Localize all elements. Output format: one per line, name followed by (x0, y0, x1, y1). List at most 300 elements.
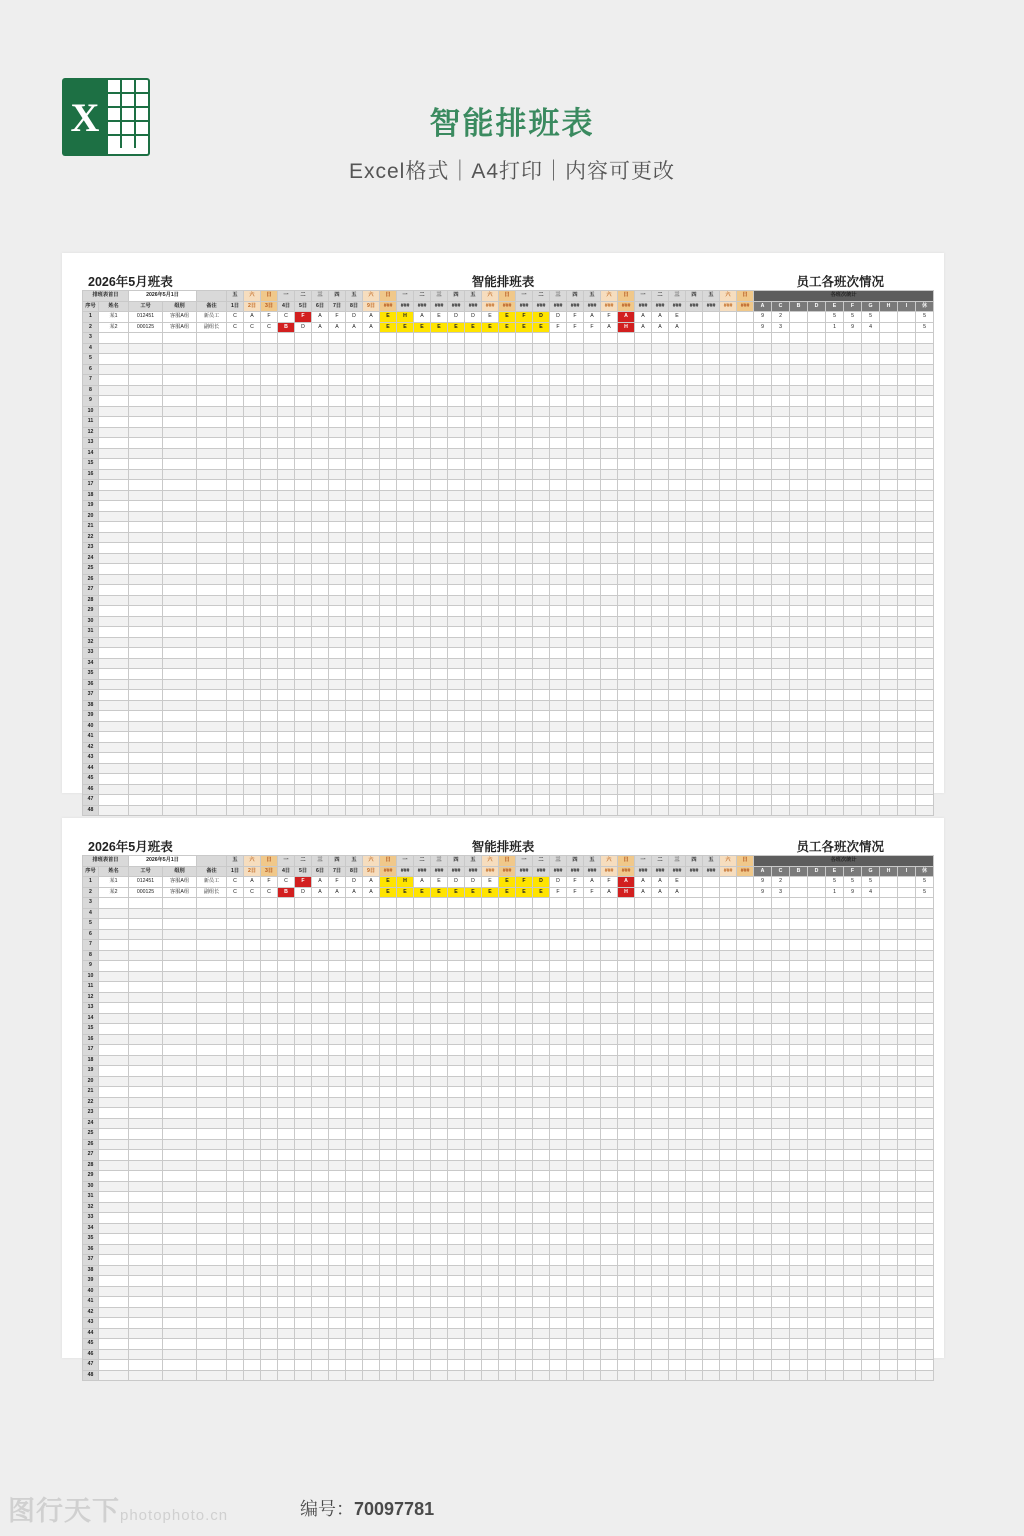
shift-cell[interactable]: E (414, 322, 431, 333)
shift-cell[interactable] (227, 961, 244, 972)
shift-cell[interactable] (499, 1234, 516, 1245)
cell-empty[interactable] (163, 1045, 197, 1056)
shift-cell[interactable] (363, 417, 380, 428)
shift-cell[interactable] (380, 700, 397, 711)
shift-cell[interactable] (380, 732, 397, 743)
shift-cell[interactable] (737, 732, 754, 743)
shift-cell[interactable] (618, 343, 635, 354)
shift-cell[interactable] (720, 898, 737, 909)
shift-cell[interactable]: E (380, 322, 397, 333)
shift-cell[interactable] (414, 732, 431, 743)
shift-cell[interactable] (380, 1223, 397, 1234)
shift-cell[interactable] (295, 992, 312, 1003)
shift-cell[interactable] (584, 627, 601, 638)
shift-cell[interactable] (533, 490, 550, 501)
shift-cell[interactable] (414, 585, 431, 596)
shift-cell[interactable] (533, 375, 550, 386)
shift-cell[interactable] (380, 1213, 397, 1224)
shift-cell[interactable] (499, 1276, 516, 1287)
shift-cell[interactable] (261, 1255, 278, 1266)
shift-cell[interactable] (550, 784, 567, 795)
shift-cell[interactable] (261, 1213, 278, 1224)
shift-cell[interactable] (414, 919, 431, 930)
cell-empty[interactable] (129, 1129, 163, 1140)
shift-cell[interactable] (703, 322, 720, 333)
shift-cell[interactable] (584, 648, 601, 659)
shift-cell[interactable] (397, 532, 414, 543)
cell-empty[interactable] (163, 658, 197, 669)
shift-cell[interactable] (397, 1087, 414, 1098)
shift-cell[interactable] (431, 971, 448, 982)
shift-cell[interactable] (720, 679, 737, 690)
shift-cell[interactable] (550, 1129, 567, 1140)
shift-cell[interactable] (482, 700, 499, 711)
shift-cell[interactable]: F (329, 312, 346, 323)
shift-cell[interactable] (312, 919, 329, 930)
table-row[interactable] (83, 343, 934, 354)
shift-cell[interactable]: D (465, 877, 482, 888)
shift-cell[interactable] (261, 1003, 278, 1014)
shift-cell[interactable] (635, 648, 652, 659)
shift-cell[interactable] (652, 648, 669, 659)
shift-cell[interactable] (635, 1076, 652, 1087)
shift-cell[interactable] (431, 795, 448, 806)
shift-cell[interactable] (278, 1160, 295, 1171)
shift-cell[interactable] (448, 908, 465, 919)
shift-cell[interactable] (703, 375, 720, 386)
shift-cell[interactable] (550, 805, 567, 816)
shift-cell[interactable] (635, 595, 652, 606)
cell-empty[interactable] (197, 417, 227, 428)
shift-cell[interactable] (261, 427, 278, 438)
shift-cell[interactable] (465, 992, 482, 1003)
shift-cell[interactable] (482, 1370, 499, 1381)
shift-cell[interactable] (550, 385, 567, 396)
shift-cell[interactable] (346, 501, 363, 512)
shift-cell[interactable] (329, 1171, 346, 1182)
shift-cell[interactable] (550, 1265, 567, 1276)
shift-cell[interactable] (703, 648, 720, 659)
shift-cell[interactable] (482, 1255, 499, 1266)
shift-cell[interactable] (482, 637, 499, 648)
shift-cell[interactable] (431, 553, 448, 564)
shift-cell[interactable] (397, 364, 414, 375)
shift-cell[interactable] (635, 950, 652, 961)
shift-cell[interactable] (635, 406, 652, 417)
shift-cell[interactable] (550, 774, 567, 785)
shift-cell[interactable] (397, 732, 414, 743)
shift-cell[interactable] (703, 805, 720, 816)
shift-cell[interactable]: F (550, 887, 567, 898)
shift-cell[interactable] (414, 1076, 431, 1087)
shift-cell[interactable] (329, 1087, 346, 1098)
shift-cell[interactable] (686, 585, 703, 596)
shift-cell[interactable] (669, 940, 686, 951)
shift-cell[interactable] (414, 1066, 431, 1077)
shift-cell[interactable] (720, 1055, 737, 1066)
shift-cell[interactable] (567, 669, 584, 680)
table-row[interactable] (83, 417, 934, 428)
shift-cell[interactable] (397, 459, 414, 470)
shift-cell[interactable] (618, 1118, 635, 1129)
shift-cell[interactable] (380, 459, 397, 470)
cell-empty[interactable] (163, 1244, 197, 1255)
shift-cell[interactable]: A (312, 312, 329, 323)
shift-cell[interactable] (329, 1286, 346, 1297)
shift-cell[interactable] (720, 501, 737, 512)
cell-empty[interactable] (99, 1265, 129, 1276)
table-row[interactable] (83, 1265, 934, 1276)
shift-cell[interactable] (737, 690, 754, 701)
cell-empty[interactable] (197, 658, 227, 669)
shift-cell[interactable] (550, 669, 567, 680)
shift-cell[interactable] (448, 553, 465, 564)
shift-cell[interactable] (244, 1328, 261, 1339)
shift-cell[interactable] (431, 669, 448, 680)
shift-cell[interactable]: E (669, 312, 686, 323)
shift-cell[interactable] (448, 1150, 465, 1161)
shift-cell[interactable] (278, 1129, 295, 1140)
shift-cell[interactable] (397, 1265, 414, 1276)
shift-cell[interactable] (720, 637, 737, 648)
shift-cell[interactable] (686, 637, 703, 648)
shift-cell[interactable] (601, 438, 618, 449)
shift-cell[interactable] (635, 1192, 652, 1203)
shift-cell[interactable] (652, 501, 669, 512)
shift-cell[interactable] (567, 333, 584, 344)
shift-cell[interactable] (397, 1276, 414, 1287)
shift-cell[interactable] (414, 971, 431, 982)
shift-cell[interactable] (465, 950, 482, 961)
shift-cell[interactable] (652, 929, 669, 940)
shift-cell[interactable] (448, 1286, 465, 1297)
shift-cell[interactable] (652, 992, 669, 1003)
shift-cell[interactable] (686, 1339, 703, 1350)
shift-cell[interactable] (635, 971, 652, 982)
shift-cell[interactable] (499, 1286, 516, 1297)
shift-cell[interactable] (363, 742, 380, 753)
shift-cell[interactable] (482, 1202, 499, 1213)
cell-empty[interactable] (163, 459, 197, 470)
shift-cell[interactable] (669, 585, 686, 596)
shift-cell[interactable] (397, 427, 414, 438)
shift-cell[interactable] (448, 564, 465, 575)
shift-cell[interactable] (465, 1066, 482, 1077)
shift-cell[interactable] (567, 396, 584, 407)
shift-cell[interactable] (380, 648, 397, 659)
shift-cell[interactable] (737, 459, 754, 470)
shift-cell[interactable] (431, 929, 448, 940)
cell-empty[interactable] (197, 753, 227, 764)
shift-cell[interactable] (652, 961, 669, 972)
shift-cell[interactable] (652, 511, 669, 522)
shift-cell[interactable] (448, 1202, 465, 1213)
shift-cell[interactable] (363, 595, 380, 606)
cell-empty[interactable] (197, 1244, 227, 1255)
shift-cell[interactable] (329, 501, 346, 512)
shift-cell[interactable] (635, 961, 652, 972)
shift-cell[interactable] (227, 1139, 244, 1150)
shift-cell[interactable] (550, 1213, 567, 1224)
shift-cell[interactable] (601, 940, 618, 951)
shift-cell[interactable] (567, 679, 584, 690)
shift-cell[interactable] (465, 940, 482, 951)
shift-cell[interactable] (431, 1066, 448, 1077)
shift-cell[interactable] (550, 1370, 567, 1381)
shift-cell[interactable] (414, 438, 431, 449)
shift-cell[interactable] (601, 721, 618, 732)
shift-cell[interactable] (448, 480, 465, 491)
cell-empty[interactable] (99, 1003, 129, 1014)
shift-cell[interactable] (397, 595, 414, 606)
shift-cell[interactable] (363, 940, 380, 951)
shift-cell[interactable] (567, 564, 584, 575)
shift-cell[interactable] (737, 774, 754, 785)
shift-cell[interactable] (482, 1003, 499, 1014)
shift-cell[interactable] (363, 1328, 380, 1339)
shift-cell[interactable] (567, 1276, 584, 1287)
shift-cell[interactable] (635, 1276, 652, 1287)
shift-cell[interactable] (244, 774, 261, 785)
shift-cell[interactable] (227, 658, 244, 669)
table-row[interactable] (83, 1013, 934, 1024)
shift-cell[interactable] (652, 1076, 669, 1087)
shift-cell[interactable] (448, 385, 465, 396)
shift-cell[interactable] (312, 375, 329, 386)
shift-cell[interactable] (448, 1013, 465, 1024)
shift-cell[interactable] (431, 333, 448, 344)
shift-cell[interactable] (533, 1307, 550, 1318)
shift-cell[interactable] (448, 490, 465, 501)
shift-cell[interactable] (244, 553, 261, 564)
shift-cell[interactable] (244, 396, 261, 407)
shift-cell[interactable] (618, 1150, 635, 1161)
cell-empty[interactable] (99, 364, 129, 375)
shift-cell[interactable] (737, 1223, 754, 1234)
shift-cell[interactable] (414, 396, 431, 407)
shift-cell[interactable] (533, 763, 550, 774)
cell-empty[interactable] (129, 669, 163, 680)
shift-cell[interactable] (380, 1160, 397, 1171)
shift-cell[interactable] (227, 543, 244, 554)
shift-cell[interactable] (482, 753, 499, 764)
shift-cell[interactable] (244, 1297, 261, 1308)
shift-cell[interactable] (669, 679, 686, 690)
shift-cell[interactable] (465, 417, 482, 428)
shift-cell[interactable] (465, 385, 482, 396)
cell-empty[interactable] (129, 490, 163, 501)
cell-empty[interactable] (99, 908, 129, 919)
shift-cell[interactable] (414, 1150, 431, 1161)
shift-cell[interactable] (550, 1234, 567, 1245)
shift-cell[interactable]: F (295, 312, 312, 323)
shift-cell[interactable] (329, 396, 346, 407)
shift-cell[interactable] (431, 606, 448, 617)
shift-cell[interactable] (567, 543, 584, 554)
shift-cell[interactable] (669, 1265, 686, 1276)
cell-empty[interactable] (163, 1160, 197, 1171)
shift-cell[interactable] (295, 459, 312, 470)
shift-cell[interactable] (516, 658, 533, 669)
shift-cell[interactable] (312, 1066, 329, 1077)
shift-cell[interactable] (669, 490, 686, 501)
shift-cell[interactable] (635, 1339, 652, 1350)
cell-empty[interactable] (197, 1024, 227, 1035)
shift-cell[interactable] (635, 1360, 652, 1371)
shift-cell[interactable] (448, 343, 465, 354)
shift-cell[interactable]: D (295, 322, 312, 333)
shift-cell[interactable] (669, 469, 686, 480)
shift-cell[interactable] (737, 1129, 754, 1140)
cell-empty[interactable] (197, 763, 227, 774)
shift-cell[interactable] (720, 971, 737, 982)
shift-cell[interactable] (380, 1003, 397, 1014)
shift-cell[interactable] (363, 343, 380, 354)
shift-cell[interactable] (312, 469, 329, 480)
shift-cell[interactable] (227, 742, 244, 753)
shift-cell[interactable] (601, 1013, 618, 1024)
shift-cell[interactable] (482, 1024, 499, 1035)
cell-name[interactable]: 某1 (99, 312, 129, 323)
cell-empty[interactable] (163, 469, 197, 480)
shift-cell[interactable] (584, 333, 601, 344)
shift-cell[interactable] (533, 627, 550, 638)
shift-cell[interactable] (295, 1087, 312, 1098)
shift-cell[interactable] (482, 1171, 499, 1182)
shift-cell[interactable] (346, 711, 363, 722)
table-row[interactable] (83, 690, 934, 701)
shift-cell[interactable] (363, 1360, 380, 1371)
cell-empty[interactable] (129, 1339, 163, 1350)
shift-cell[interactable] (618, 1349, 635, 1360)
shift-cell[interactable] (652, 595, 669, 606)
shift-cell[interactable] (397, 805, 414, 816)
shift-cell[interactable] (652, 1255, 669, 1266)
shift-cell[interactable] (601, 1360, 618, 1371)
shift-cell[interactable] (465, 1223, 482, 1234)
shift-cell[interactable] (380, 1265, 397, 1276)
shift-cell[interactable] (720, 1234, 737, 1245)
shift-cell[interactable] (584, 406, 601, 417)
shift-cell[interactable] (703, 1076, 720, 1087)
shift-cell[interactable] (329, 1339, 346, 1350)
shift-cell[interactable] (414, 406, 431, 417)
shift-cell[interactable] (601, 501, 618, 512)
cell-empty[interactable] (163, 427, 197, 438)
shift-cell[interactable] (295, 627, 312, 638)
shift-cell[interactable] (431, 1055, 448, 1066)
shift-cell[interactable] (652, 490, 669, 501)
shift-cell[interactable] (465, 774, 482, 785)
cell-empty[interactable] (99, 333, 129, 344)
shift-cell[interactable] (431, 700, 448, 711)
shift-cell[interactable] (533, 606, 550, 617)
shift-cell[interactable] (669, 606, 686, 617)
shift-cell[interactable] (380, 1286, 397, 1297)
shift-cell[interactable] (737, 1013, 754, 1024)
shift-cell[interactable] (244, 679, 261, 690)
shift-cell[interactable] (465, 427, 482, 438)
shift-cell[interactable] (261, 385, 278, 396)
shift-cell[interactable] (261, 1160, 278, 1171)
shift-cell[interactable] (431, 1118, 448, 1129)
shift-cell[interactable]: F (601, 312, 618, 323)
shift-cell[interactable] (465, 564, 482, 575)
shift-cell[interactable] (618, 1139, 635, 1150)
shift-cell[interactable] (567, 1118, 584, 1129)
shift-cell[interactable] (465, 1339, 482, 1350)
shift-cell[interactable] (533, 564, 550, 575)
shift-cell[interactable] (397, 1202, 414, 1213)
shift-cell[interactable] (499, 396, 516, 407)
cell-empty[interactable] (197, 627, 227, 638)
shift-cell[interactable] (227, 1150, 244, 1161)
cell-empty[interactable] (99, 1255, 129, 1266)
shift-cell[interactable] (482, 658, 499, 669)
shift-cell[interactable] (635, 1255, 652, 1266)
shift-cell[interactable] (584, 1118, 601, 1129)
cell-empty[interactable] (99, 637, 129, 648)
shift-cell[interactable] (295, 1066, 312, 1077)
cell-empty[interactable] (197, 1297, 227, 1308)
shift-cell[interactable] (720, 406, 737, 417)
shift-cell[interactable] (244, 795, 261, 806)
shift-cell[interactable] (244, 448, 261, 459)
shift-cell[interactable] (312, 1244, 329, 1255)
shift-cell[interactable] (584, 1087, 601, 1098)
shift-cell[interactable] (652, 982, 669, 993)
shift-cell[interactable] (652, 971, 669, 982)
shift-cell[interactable] (465, 1076, 482, 1087)
shift-cell[interactable] (686, 1003, 703, 1014)
shift-cell[interactable] (482, 795, 499, 806)
shift-cell[interactable] (499, 1171, 516, 1182)
shift-cell[interactable] (363, 1150, 380, 1161)
cell-empty[interactable] (129, 1024, 163, 1035)
cell-empty[interactable] (163, 637, 197, 648)
shift-cell[interactable] (499, 469, 516, 480)
shift-cell[interactable] (669, 364, 686, 375)
shift-cell[interactable] (737, 406, 754, 417)
cell-empty[interactable] (129, 1223, 163, 1234)
shift-cell[interactable] (550, 721, 567, 732)
shift-cell[interactable] (652, 711, 669, 722)
shift-cell[interactable] (380, 564, 397, 575)
shift-cell[interactable]: F (516, 312, 533, 323)
shift-cell[interactable] (482, 511, 499, 522)
shift-cell[interactable] (380, 438, 397, 449)
shift-cell[interactable] (516, 375, 533, 386)
cell-empty[interactable] (99, 898, 129, 909)
shift-cell[interactable] (635, 753, 652, 764)
shift-cell[interactable] (397, 982, 414, 993)
cell-empty[interactable] (99, 929, 129, 940)
table-row[interactable] (83, 992, 934, 1003)
shift-cell[interactable] (363, 448, 380, 459)
shift-cell[interactable] (482, 1150, 499, 1161)
shift-cell[interactable] (533, 711, 550, 722)
shift-cell[interactable] (601, 753, 618, 764)
shift-cell[interactable] (346, 532, 363, 543)
cell-empty[interactable] (197, 1118, 227, 1129)
cell-empty[interactable] (99, 375, 129, 386)
shift-cell[interactable] (312, 1055, 329, 1066)
shift-cell[interactable] (227, 469, 244, 480)
shift-cell[interactable] (533, 1097, 550, 1108)
cell-empty[interactable] (163, 574, 197, 585)
shift-cell[interactable] (329, 637, 346, 648)
shift-cell[interactable] (465, 501, 482, 512)
